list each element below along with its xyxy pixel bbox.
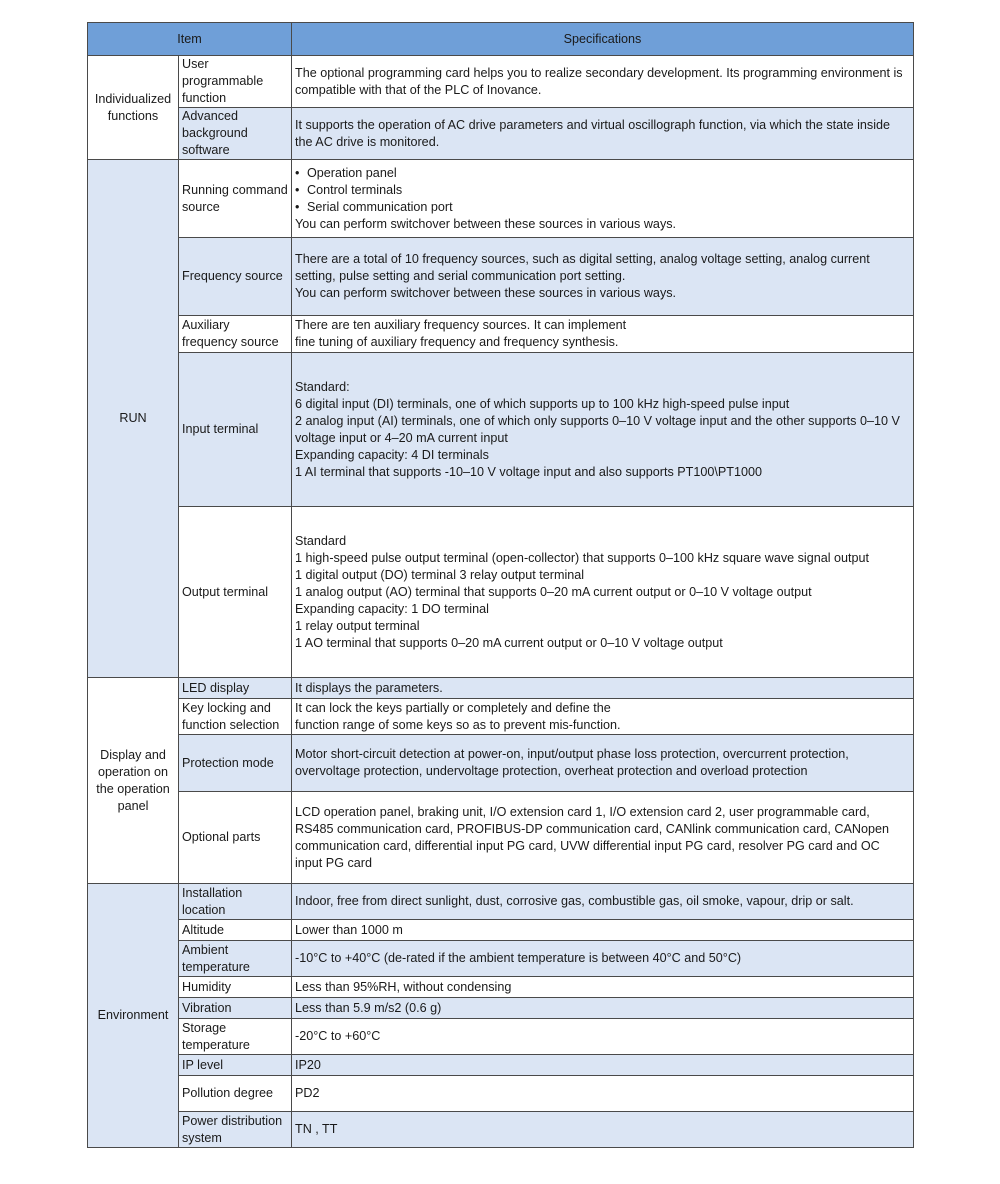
item-cell: Running command source: [179, 160, 292, 238]
spec-line: Expanding capacity: 1 DO terminal: [295, 601, 489, 616]
table-row: [88, 56, 914, 108]
spec-line: -20°C to +60°C: [295, 1029, 381, 1043]
table-row: [88, 316, 914, 353]
spec-cell: [292, 507, 914, 678]
spec-cell: [292, 792, 914, 884]
item-cell: IP level: [179, 1055, 292, 1076]
spec-cell: [292, 998, 914, 1019]
spec-line: Less than 95%RH, without condensing: [295, 979, 512, 994]
table-row: [88, 699, 914, 735]
table-row: [88, 353, 914, 507]
item-cell: Installation location: [179, 884, 292, 920]
item-cell: User programmable function: [179, 56, 292, 108]
spec-line: Motor short-circuit detection at power-on, input/output phase loss protection, overcurrent protection, overvoltage protection, undervoltage protection, overheat protection and overload protection: [295, 747, 849, 778]
spec-cell: [292, 1076, 914, 1112]
spec-cell: [292, 699, 914, 735]
header-item: Item: [88, 23, 292, 56]
spec-line: Standard:: [295, 379, 350, 394]
header-specifications: Specifications: [292, 23, 914, 56]
spec-line: 1 digital output (DO) terminal 3 relay output terminal: [295, 567, 585, 582]
table-row: [88, 507, 914, 678]
item-cell: Ambient temperature: [179, 941, 292, 977]
table-row: [88, 1076, 914, 1112]
spec-line: 1 high-speed pulse output terminal (open-collector) that supports 0–100 kHz square wave signal output: [295, 550, 870, 565]
spec-line: There are ten auxiliary frequency sources. It can implement: [295, 318, 627, 332]
spec-line: 1 AI terminal that supports -10–10 V voltage input and also supports PT100\PT1000: [295, 464, 762, 479]
spec-line: There are a total of 10 frequency sources, such as digital setting, analog voltage setting, analog current setting, pulse setting and serial communication port setting.: [295, 252, 870, 283]
spec-line: 1 relay output terminal: [295, 618, 420, 633]
spec-line: The optional programming card helps you to realize secondary development. Its programming environment is compatible with that of the PLC of Inovance.: [295, 65, 903, 97]
spec-line: You can perform switchover between these sources in various ways.: [295, 216, 677, 231]
table-row: [88, 920, 914, 941]
group-run: RUN: [88, 160, 179, 678]
spec-cell: [292, 1019, 914, 1055]
item-cell: Frequency source: [179, 238, 292, 316]
spec-cell: [292, 941, 914, 977]
item-cell: Input terminal: [179, 353, 292, 507]
spec-line: LCD operation panel, braking unit, I/O extension card 1, I/O extension card 2, user programmable card, RS485 communication card, PROFIBUS-DP communication card, CANlink communication card, CANopen communication card, differential input PG card, UVW differential input PG card, resolver PG card and OC input PG card: [295, 804, 890, 870]
item-cell: Humidity: [179, 977, 292, 998]
spec-line: You can perform switchover between these sources in various ways.: [295, 286, 677, 300]
spec-line: 1 analog output (AO) terminal that supports 0–20 mA current output or 0–10 V voltage output: [295, 584, 812, 599]
spec-cell: [292, 160, 914, 238]
item-cell: Auxiliary frequency source: [179, 316, 292, 353]
table-row: [88, 977, 914, 998]
spec-line: Indoor, free from direct sunlight, dust, corrosive gas, combustible gas, oil smoke, vapour, drip or salt.: [295, 894, 854, 908]
spec-line: -10°C to +40°C (de-rated if the ambient temperature is between 40°C and 50°C): [295, 951, 742, 965]
spec-line: Expanding capacity: 4 DI terminals: [295, 447, 489, 462]
spec-line: IP20: [295, 1057, 321, 1072]
spec-cell: [292, 238, 914, 316]
spec-bullet: • Operation panel: [295, 165, 910, 182]
spec-line: Lower than 1000 m: [295, 922, 403, 937]
item-cell: Key locking and function selection: [179, 699, 292, 735]
item-cell: Vibration: [179, 998, 292, 1019]
spec-line: 2 analog input (AI) terminals, one of which only supports 0–10 V voltage input and the other supports 0–10 V voltage input or 4–20 mA current input: [295, 413, 900, 445]
item-cell: Protection mode: [179, 735, 292, 792]
spec-cell: [292, 353, 914, 507]
item-cell: Optional parts: [179, 792, 292, 884]
spec-cell: [292, 108, 914, 160]
spec-cell: [292, 920, 914, 941]
table-row: [88, 238, 914, 316]
spec-cell: [292, 1055, 914, 1076]
specifications-table: [87, 22, 914, 1148]
spec-line: Less than 5.9 m/s2 (0.6 g): [295, 1000, 442, 1015]
spec-line: TN , TT: [295, 1122, 338, 1136]
table-row: [88, 941, 914, 977]
spec-bullet: • Serial communication port: [295, 199, 910, 216]
item-cell: Output terminal: [179, 507, 292, 678]
spec-line: It displays the parameters.: [295, 680, 443, 695]
spec-line: 6 digital input (DI) terminals, one of which supports up to 100 kHz high-speed pulse input: [295, 396, 790, 411]
spec-cell: [292, 884, 914, 920]
group-display: Display and operation on the operation panel: [88, 678, 179, 884]
table-row: [88, 160, 914, 238]
spec-line: function range of some keys so as to prevent mis-function.: [295, 717, 621, 732]
spec-cell: [292, 56, 914, 108]
spec-cell: [292, 735, 914, 792]
header-row: [88, 23, 914, 56]
spec-cell: [292, 977, 914, 998]
table-row: [88, 884, 914, 920]
spec-line: 1 AO terminal that supports 0–20 mA current output or 0–10 V voltage output: [295, 635, 723, 650]
spec-bullet: • Control terminals: [295, 182, 910, 199]
table-row: [88, 998, 914, 1019]
group-individualized: Individualized functions: [88, 56, 179, 160]
item-cell: Pollution degree: [179, 1076, 292, 1112]
spec-line: It supports the operation of AC drive parameters and virtual oscillograph function, via which the state inside the AC drive is monitored.: [295, 117, 891, 149]
item-cell: LED display: [179, 678, 292, 699]
spec-line: It can lock the keys partially or completely and define the: [295, 700, 611, 715]
spec-line: PD2: [295, 1086, 320, 1100]
table-row: [88, 1112, 914, 1148]
spec-line: fine tuning of auxiliary frequency and frequency synthesis.: [295, 335, 619, 349]
item-cell: Altitude: [179, 920, 292, 941]
spec-cell: [292, 1112, 914, 1148]
spec-cell: [292, 316, 914, 353]
spec-line: Standard: [295, 533, 347, 548]
table-row: [88, 678, 914, 699]
item-cell: Storage temperature: [179, 1019, 292, 1055]
item-cell: Advanced background software: [179, 108, 292, 160]
table-row: [88, 1055, 914, 1076]
table-row: [88, 108, 914, 160]
item-cell: Power distribution system: [179, 1112, 292, 1148]
group-environment: Environment: [88, 884, 179, 1148]
table-row: [88, 792, 914, 884]
spec-cell: [292, 678, 914, 699]
table-row: [88, 1019, 914, 1055]
table-row: [88, 735, 914, 792]
